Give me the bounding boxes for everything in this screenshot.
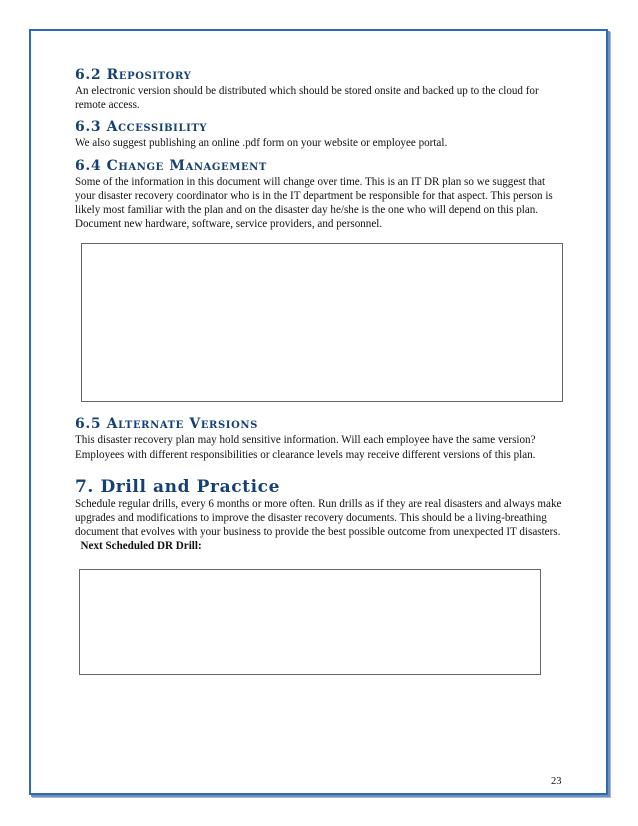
repository-heading: 6.2 Repository	[75, 67, 192, 83]
accessibility-heading: 6.3 Accessibility	[75, 119, 208, 136]
drill-practice-body: Schedule regular drills, every 6 months or more often. Run drills as if they are real disasters and always make upgrades and modifications to improve the disaster recovery documents. This should be a living-breathing document that evolves with your business to provide the best possible outcome from unexpected IT disasters.	[75, 497, 562, 539]
repository-text: An electronic version should be distributed which should be stored onsite and backed up to the cloud for remote access.	[75, 85, 539, 112]
alternate-versions-text: This disaster recovery plan may hold sensitive information. Will each employee have the same version? Employees with different responsibilities or clearance levels may receive different versions of this plan.	[75, 434, 536, 461]
change-management-heading: 6.4 Change Management	[75, 157, 267, 174]
next-drill-label: Next Scheduled DR Drill:	[80, 540, 202, 553]
change-management-text: Some of the information in this document will change over time. This is an IT DR plan so we suggest that your disaster recovery coordinator who is in the IT department be responsible for that aspect. This person is likely most familiar with the plan and on the disaster day he/she is the one who will depend on this plan. Document new hardware, software, service providers, and personnel.	[75, 175, 553, 231]
change-management-notes-box[interactable]	[81, 243, 563, 402]
next-drill-entry-box[interactable]	[79, 569, 541, 675]
alternate-versions-heading: 6.5 Alternate Versions	[75, 416, 258, 433]
drill-practice-text	[75, 497, 565, 554]
drill-practice-heading: 7. Drill and Practice	[75, 476, 281, 497]
accessibility-text: We also suggest publishing an online .pdf form on your website or employee portal.	[75, 137, 448, 150]
page-number: 23	[551, 776, 562, 787]
document-content	[75, 66, 565, 675]
